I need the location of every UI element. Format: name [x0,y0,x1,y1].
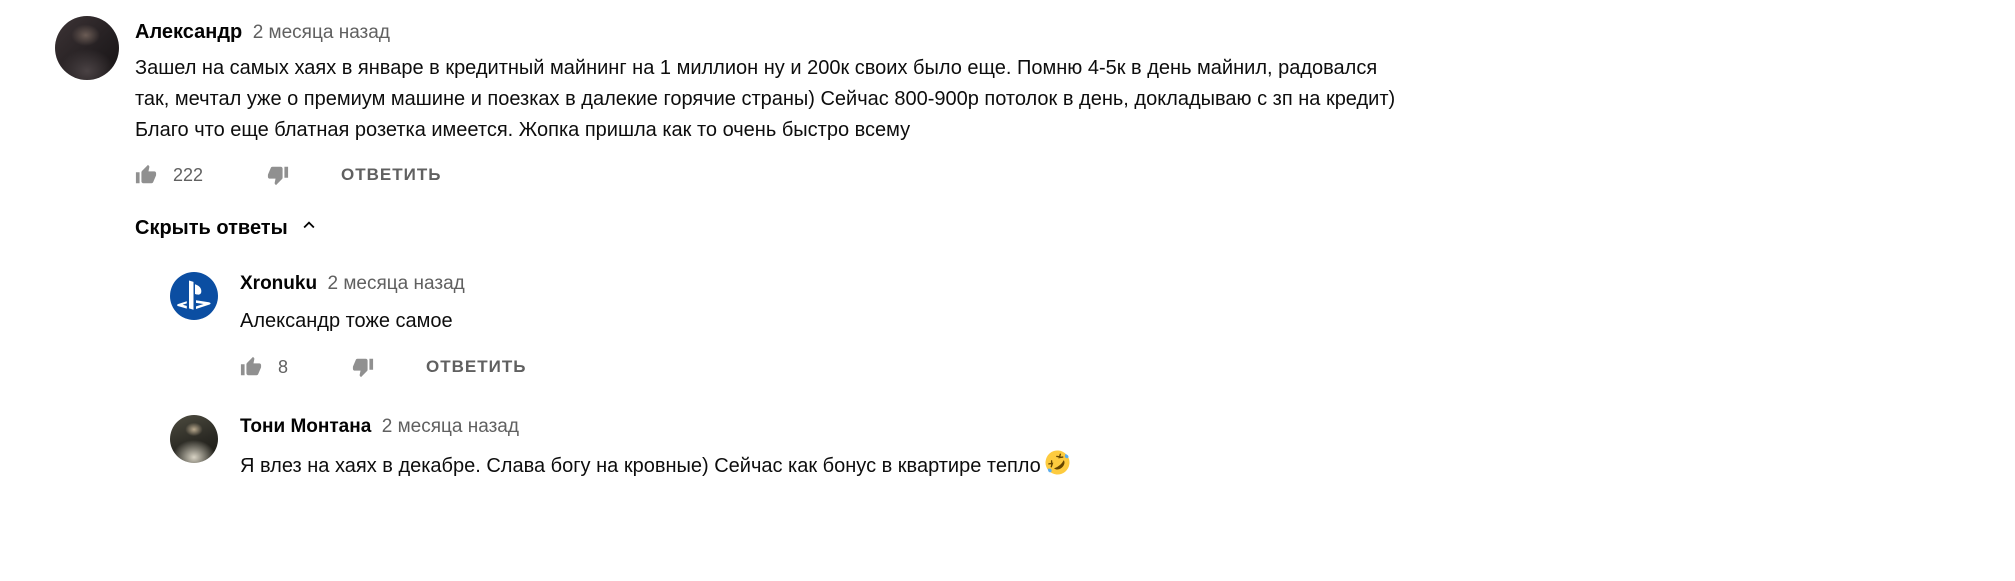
playstation-logo-avatar[interactable] [170,272,218,320]
reply-author[interactable]: Тони Монтана [240,416,372,437]
reply-header [240,272,2015,297]
comment-text-line: Зашел на самых хаях в январе в кредитный майнинг на 1 миллион ну и 200к своих было еще. Помню 4-5к в день майнил, радовался [135,57,1378,79]
reply-text [240,449,2015,482]
reply-content [240,415,2015,482]
replies-list [170,272,2015,482]
comment-text-line: так, мечтал уже о премиум машине и поезках в далекие горячие страны) Сейчас 800-900р потолок в день, докладываю с зп на кредит) [135,88,1396,110]
like-count: 8 [278,356,289,377]
comment-timestamp[interactable]: 2 месяца назад [252,22,390,43]
comment-text-line: Благо что еще блатная розетка имеется. Жопка пришла как то очень быстро всему [135,119,911,141]
hide-replies-toggle[interactable] [135,214,320,242]
comment-header [135,20,2015,46]
reply-content [240,272,2015,379]
reply-text: Александр тоже самое [240,310,453,332]
hide-replies-label: Скрыть ответы [135,216,288,239]
thumb-down-icon [352,356,374,378]
reply-actions [240,355,2015,379]
reply-button[interactable]: ОТВЕТИТЬ [426,357,527,376]
reply-item [170,272,2015,379]
rofl-emoji [1044,449,1071,476]
comment-text [135,53,2015,146]
reply-text-content: Я влез на хаях в декабре. Слава богу на кровные) Сейчас как бонус в квартире тепло [240,455,1041,477]
dislike-button[interactable] [352,356,374,378]
reply-button[interactable]: ОТВЕТИТЬ [341,165,442,184]
reply-item [170,415,2015,482]
comment-content [135,16,2015,482]
like-button[interactable] [240,356,262,378]
reply-timestamp[interactable]: 2 месяца назад [327,273,465,294]
comment-thread [55,16,2015,482]
thumb-up-icon [240,356,262,378]
thumb-up-icon [135,164,157,186]
reply-author[interactable]: Xronuku [240,273,318,294]
comment-actions [135,163,2015,187]
commenter-avatar[interactable] [55,16,119,80]
like-button[interactable] [135,164,157,186]
chevron-up-icon [288,214,320,242]
comment-author[interactable]: Александр [135,21,243,43]
like-count: 222 [173,164,204,185]
reply-avatar[interactable] [170,415,218,463]
dislike-button[interactable] [267,164,289,186]
reply-timestamp[interactable]: 2 месяца назад [381,416,519,437]
thumb-down-icon [267,164,289,186]
reply-header [240,415,2015,440]
